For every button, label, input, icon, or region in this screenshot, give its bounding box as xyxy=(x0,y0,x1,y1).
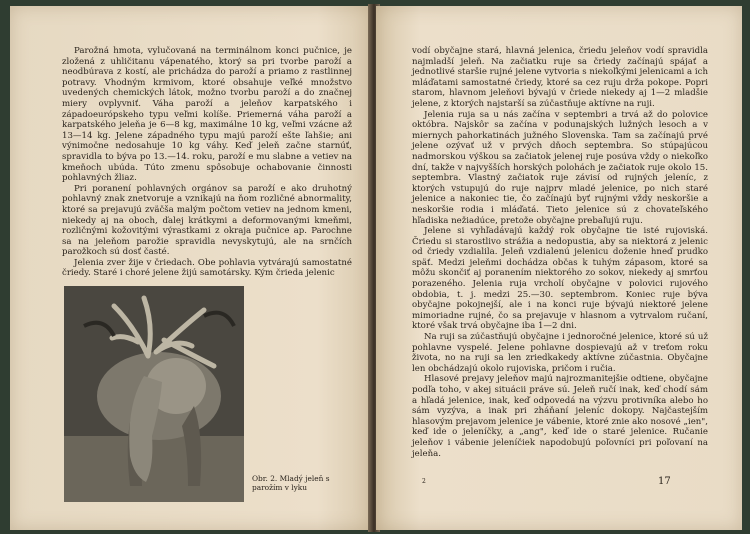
left-paragraph-1: Parožná hmota, vylučovaná na terminálnom konci pučnice, je zložená z uhličitanu vápenatého, ktorý sa pri tvorbe paroží a neodbúrava z kostí, ale prichádza do paroží a priamo z rastlinnej potravy. Vhodným krmivom, ktoré obsahuje veľké množstvo uvedených chemických látok, možno tvorbu paroží a do značnej miery ovplyvniť. Váha paroží a jeleňov karpatského i západoeurópskeho typu veľmi kolíše. Priemerná váha paroží a karpatského jeleňa je 6—8 kg, maximálne 10 kg, veľmi vzácne až 13—14 kg. Jelene západného typu majú paroží ešte ľahšie; ani výnimočne nedosahuje 10 kg váhy. Keď jeleň začne starnúť, spravidla to býva po 13.—14. roku, paroží e mu slabne a vetiev na kmeňoch ubúda. Túto zmenu spôsobuje ochabovanie činnosti pohlavných žliaz. xyxy=(62,46,352,184)
left-paragraph-3: Jelenia zver žije v čriedach. Obe pohlavia vytvárajú samostatné čriedy. Staré i choré jelene žijú samotársky. Kým črieda jelenic xyxy=(62,257,352,279)
right-paragraph-2: Jelenia ruja sa u nás začína v septembri a trvá až do polovice októbra. Najskôr sa začína v podunajských lužných lesoch a v miernych pahorkatinách južného Slovenska. Tam sa začínajú prvé jelene ozývať už v prvých dňoch septembra. So stúpajúcou nadmorskou výškou sa začiatok jelenej ruje posúva vždy o niekoľko dní, takže v najvyšších horských polohách je začiatok ruje okolo 15. septembra. Vlastný začiatok ruje závisí od rujných jeleníc, z ktorých vstupujú do ruje najprv mladé jelenice, po nich staré jelenice a nakoniec tie, čo začínajú byť rujnými vždy neskoršie a neskoršie rodia i mláďatá. Tieto jelenice sú z chovateľského hľadiska nežiadúce, pretože obyčajne prebaľujú ruju. xyxy=(412,109,708,226)
deer-photo xyxy=(64,286,244,502)
page-number: 17 xyxy=(658,476,671,487)
signature-mark: 2 xyxy=(422,478,426,485)
right-paragraph-5: Hlasové prejavy jeleňov majú najrozmanitejšie odtiene, obyčajne podľa toho, v akej situácii práve sú. Jeleň ručí inak, keď chodí sám a hľadá jelenice, inak, keď odpovedá na výzvu protivníka alebo ho sám vyzýva, a inak pri zháňaní jeleníc dokopy. Najčastejším hlasovým prejavom jelenice je vábenie, ktoré znie ako nosové „ien", keď ide o jeleníčky, a „ang", keď ide o staré jelenice. Ručanie jeleňov i vábenie jeleníčiek napodobujú poľovníci pri poľovaní na jeleňa. xyxy=(412,374,708,459)
right-page xyxy=(376,6,742,530)
left-paragraph-2: Pri poranení pohlavných orgánov sa paroží e ako druhotný pohlavný znak znetvoruje a vznikajú na ňom rozličné abnormality, ktoré sa prejavujú zväčša malým počtom vetiev na jednom kmeni, niekedy aj na oboch, ďalej krátkymi a deformovanými kmeňmi, rozličnými kožovitými výrastkami z okraja pučnice ap. Parochne sa na jeleňom parožie spravidla nevyskytujú, ale na srnčích parožkoch sú dosť časté. xyxy=(62,183,352,258)
right-paragraph-4: Na ruji sa zúčastňujú obyčajne i jednoročné jelenice, ktoré sú už pohlavne vyspelé. Jelene pohlavne dospievajú až v treťom roku života, no na ruji sa len zriedkakedy aktívne zúčastnia. Obyčajne len obchádzajú okolo rujoviska, pričom i ručia. xyxy=(412,332,708,374)
right-paragraph-3: Jelene si vyhľadávajú každý rok obyčajne tie isté rujoviská. Čriedu si starostlivo strážia a nedopustia, aby sa niektorá z jelenic od čriedy vzdialila. Jeleň vzdialenú jelenicu doženie hneď prudko späť. Medzi jeleňmi dochádza občas k tuhým zápasom, ktoré sa môžu skončiť aj poranením niektorého zo sokov, niekedy aj smrťou porazeného. Jelenia ruja vrcholí obyčajne v polovici rujového obdobia, t. j. medzi 25.—30. septembrom. Koniec ruje býva obyčajne pokojnejší, ale i na konci ruje bývajú niektoré jelene mimoriadne rujné, čo sa prejavuje v hlasnom a vytrvalom ručaní, ktoré však trvá obyčajne iba 1—2 dni. xyxy=(412,226,708,332)
right-paragraph-1: vodí obyčajne stará, hlavná jelenica, čriedu jeleňov vodí spravidla najmladší jeleň. Na začiatku ruje sa čriedy začínajú spájať a jednotlivé staršie rujné jelene vytvoria s niekoľkými jelenicami a ich mláďatami samostatné čriedy, ktoré sa cez ruju drža pokope. Popri starom, hlavnom jeleňovi bývajú v čriede niekedy aj 1—2 mladšie jelene, z ktorých najstarší sa zúčastňuje aktívne na ruji. xyxy=(412,46,708,109)
left-page-text xyxy=(62,46,352,279)
left-page xyxy=(10,6,372,530)
photo-caption: Obr. 2. Mladý jeleň s parožím v lyku xyxy=(252,474,330,492)
right-page-text xyxy=(412,46,708,459)
deer-silhouette-icon xyxy=(64,286,244,502)
